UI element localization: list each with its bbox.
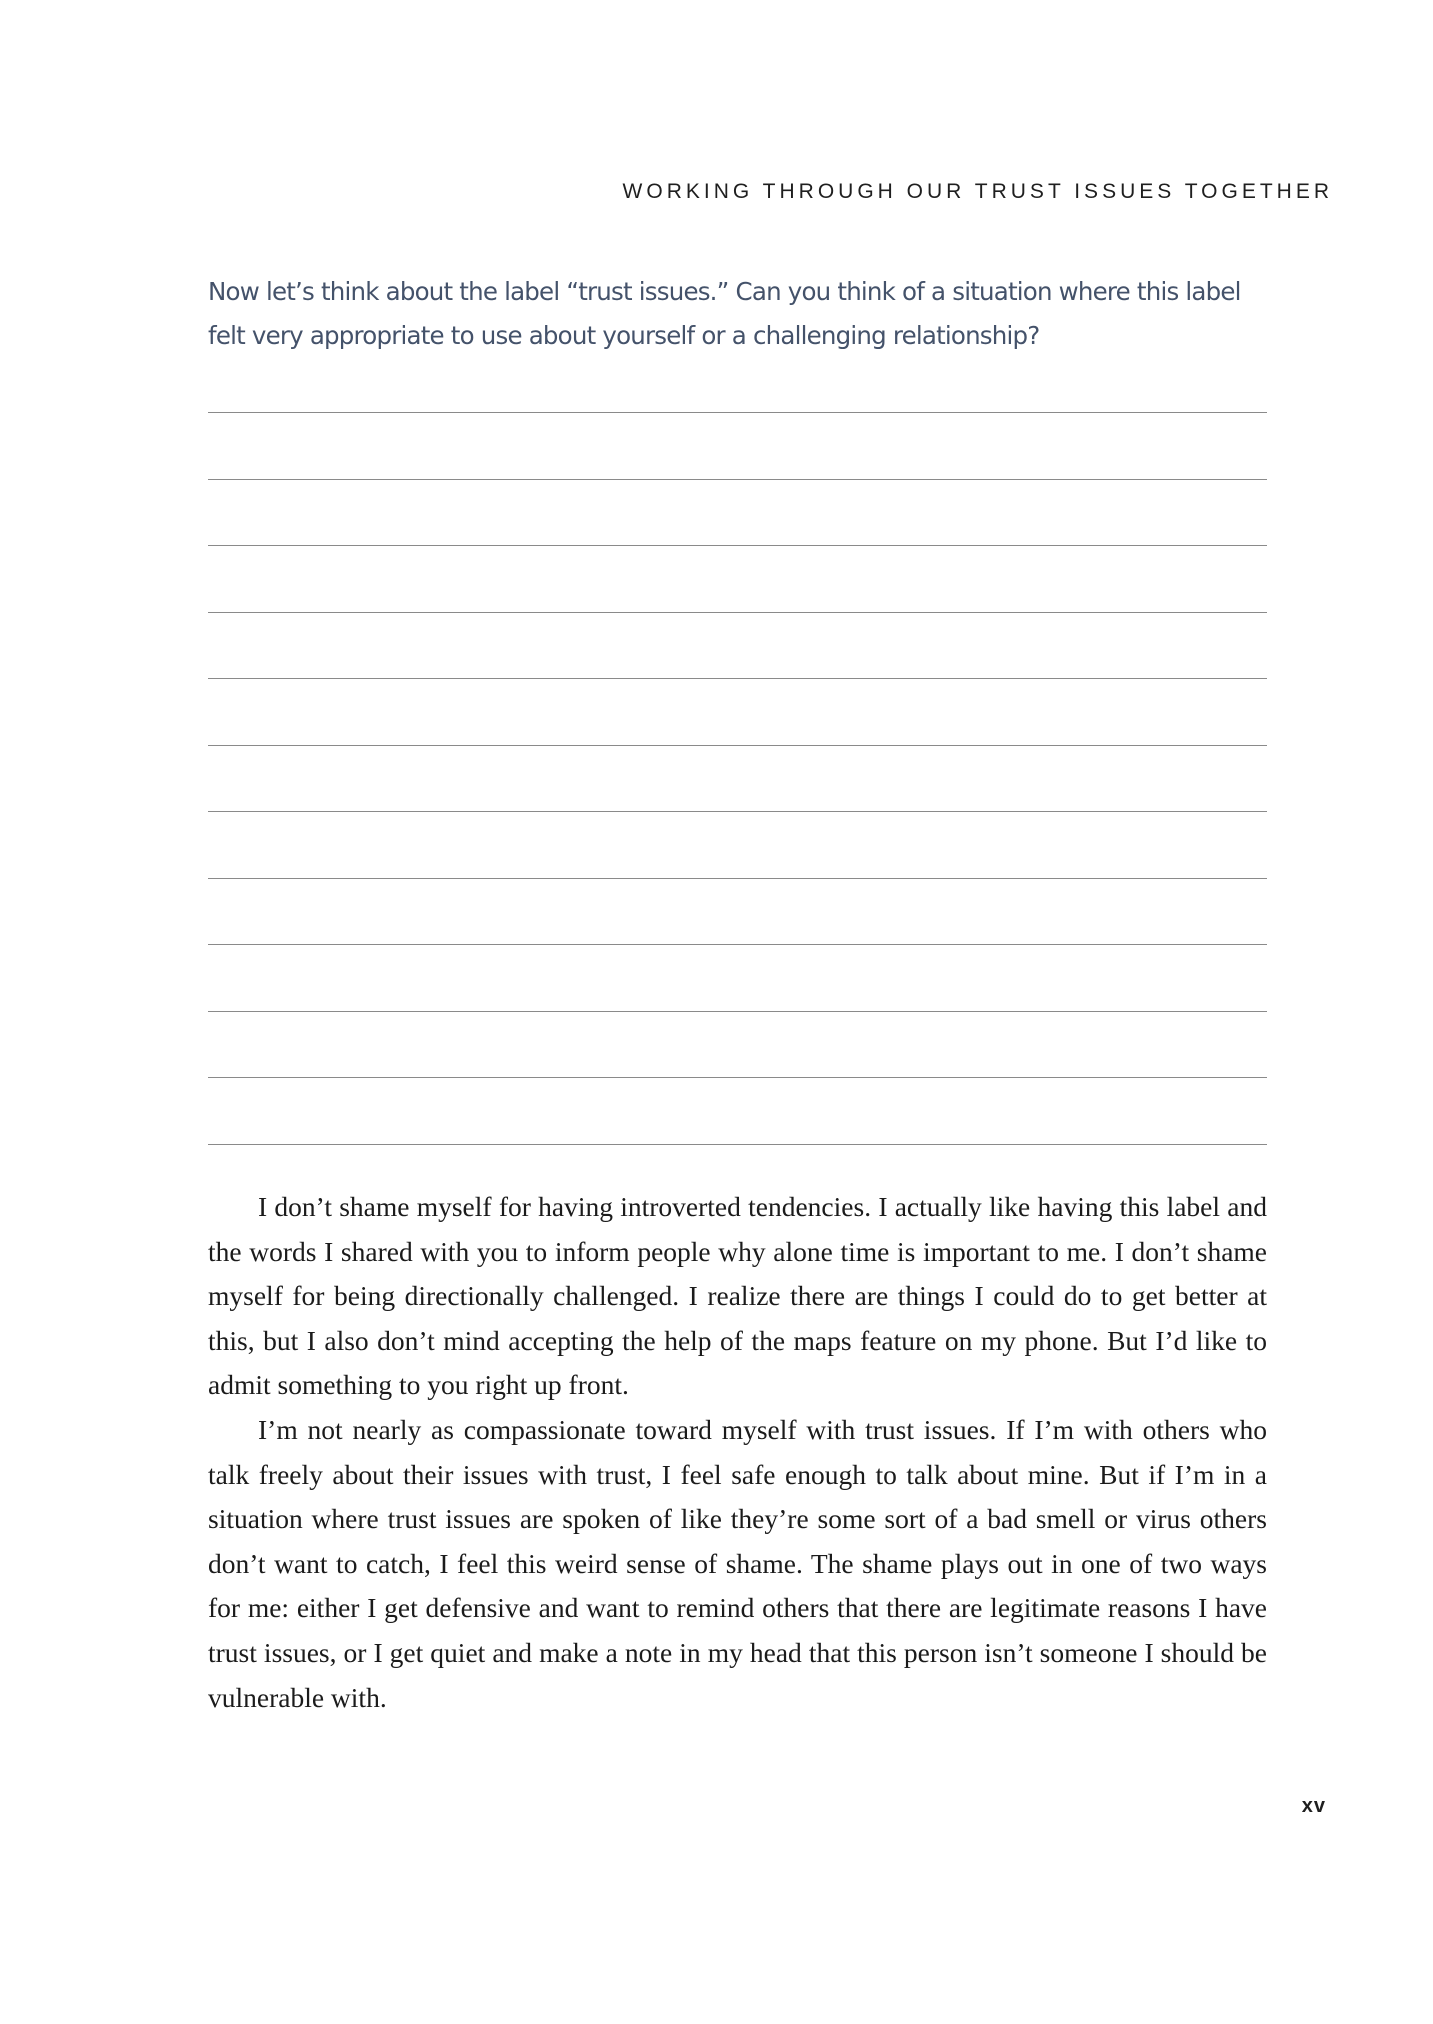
writing-line [208,678,1267,679]
writing-line [208,1144,1267,1145]
page-number: xv [1301,1795,1326,1817]
body-paragraph: I don’t shame myself for having introverted tendencies. I actually like having this label and the words I shared with you to inform people why alone time is important to me. I don’t shame myself for being directionally challenged. I realize there are things I could do to get better at this, but I also don’t mind accepting the help of the maps feature on my phone. But I’d like to admit something to you right up front. [208,1191,1267,1401]
writing-line [208,1077,1267,1078]
writing-line [208,1011,1267,1012]
body-text [208,1185,1267,1720]
journal-prompt: Now let’s think about the label “trust issues.” Can you think of a situation where this label felt very appropriate to use about yourself or a challenging relationship? [208,277,1241,350]
writing-line [208,878,1267,879]
writing-lines [208,412,1267,1210]
writing-line [208,412,1267,413]
writing-line [208,745,1267,746]
writing-line [208,944,1267,945]
writing-line [208,479,1267,480]
running-head: WORKING THROUGH OUR TRUST ISSUES TOGETHER [622,180,1333,203]
writing-line [208,545,1267,546]
body-paragraph: I’m not nearly as compassionate toward myself with trust issues. If I’m with others who talk freely about their issues with trust, I feel safe enough to talk about mine. But if I’m in a situation where trust issues are spoken of like they’re some sort of a bad smell or virus others don’t want to catch, I feel this weird sense of shame. The shame plays out in one of two ways for me: either I get defensive and want to remind others that there are legitimate reasons I have trust issues, or I get quiet and make a note in my head that this person isn’t someone I should be vulnerable with. [208,1413,1267,1713]
writing-line [208,612,1267,613]
writing-line [208,811,1267,812]
